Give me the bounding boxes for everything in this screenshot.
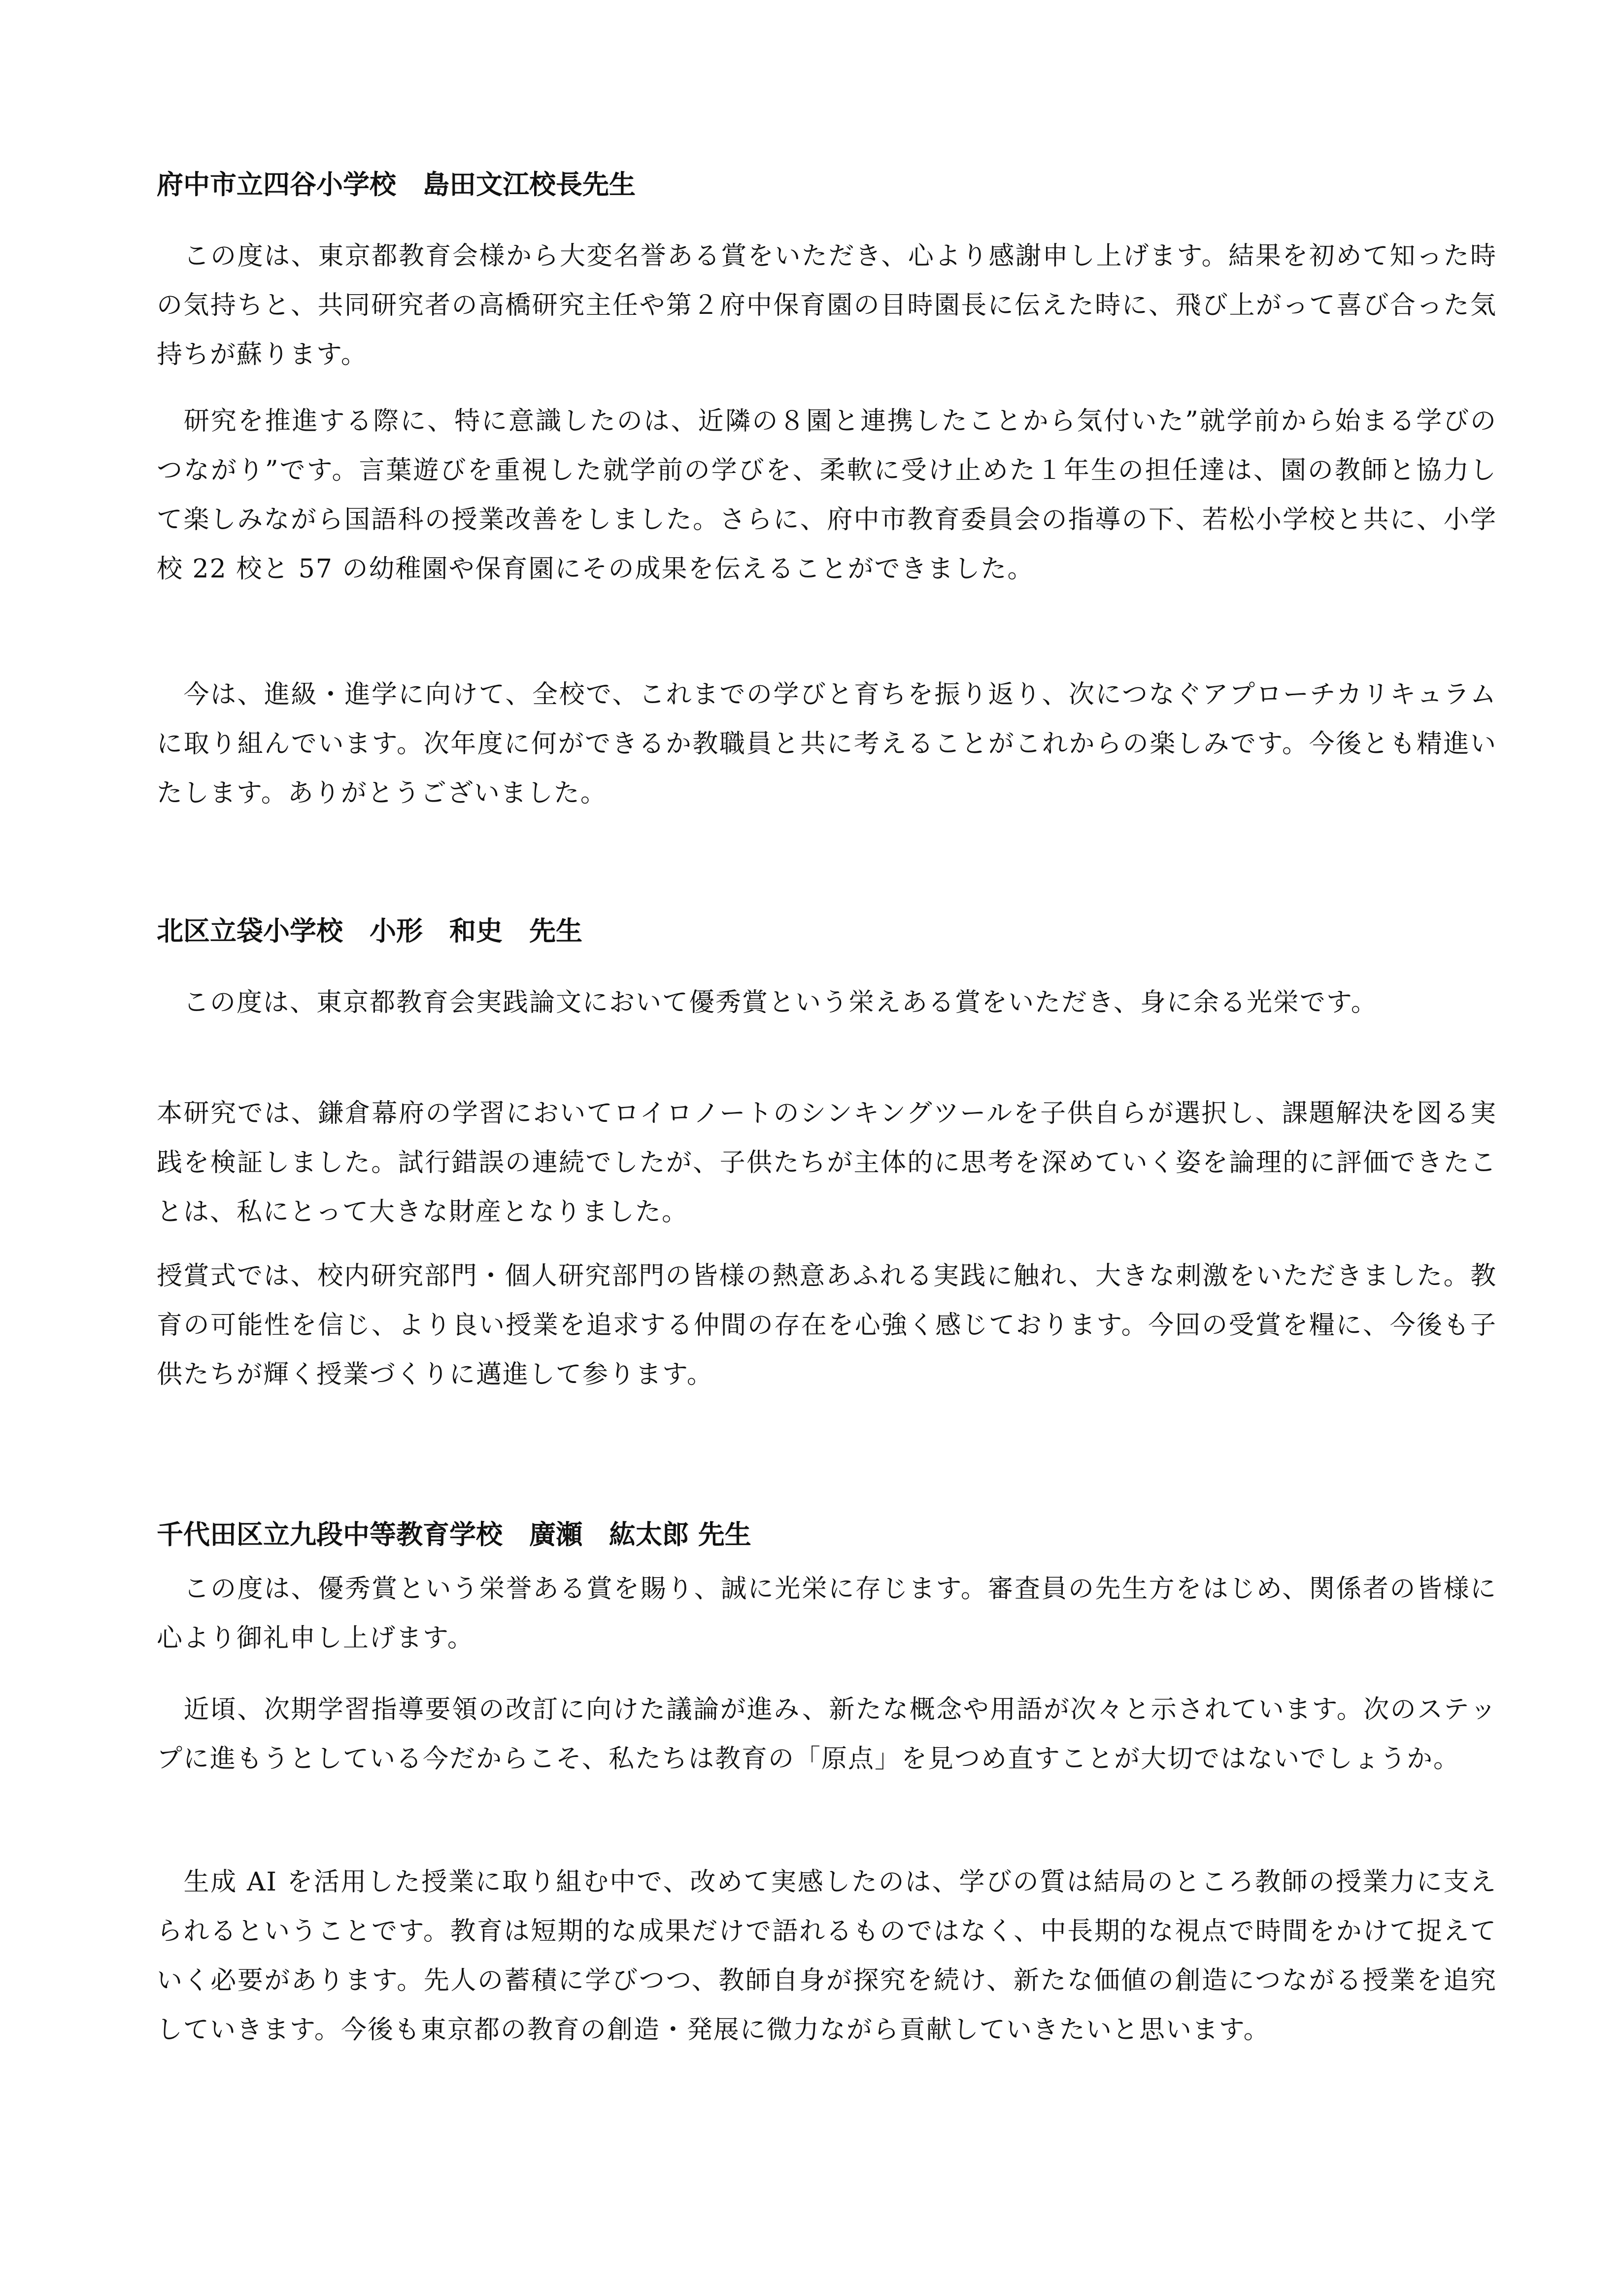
- section-heading: 北区立袋小学校 小形 和史 先生: [157, 915, 582, 946]
- section-heading: 千代田区立九段中等教育学校 廣瀬 紘太郎 先生: [157, 1519, 751, 1550]
- paragraph: 今は、進級・進学に向けて、全校で、これまでの学びと育ちを振り返り、次につなぐアプローチカリキュラムに取り組んでいます。次年度に何ができるか教職員と共に考えることがこれからの楽しみです。今後とも精進いたします。ありがとうございました。: [157, 680, 1497, 808]
- paragraph: 研究を推進する際に、特に意識したのは、近隣の８園と連携したことから気付いた”就学前から始まる学びのつながり”です。言葉遊びを重視した就学前の学びを、柔軟に受け止めた１年生の担任達は、園の教師と協力して楽しみながら国語科の授業改善をしました。さらに、府中市教育委員会の指導の下、若松小学校と共に、小学校 22 校と 57 の幼稚園や保育園にその成果を伝えることができました。: [157, 406, 1497, 584]
- paragraph: この度は、東京都教育会様から大変名誉ある賞をいただき、心より感謝申し上げます。結果を初めて知った時の気持ちと、共同研究者の高橋研究主任や第２府中保育園の目時園長に伝えた時に、飛び上がって喜び合った気持ちが蘇ります。: [157, 241, 1497, 370]
- paragraph: 本研究では、鎌倉幕府の学習においてロイロノートのシンキングツールを子供自らが選択し、課題解決を図る実践を検証しました。試行錯誤の連続でしたが、子供たちが主体的に思考を深めていく姿を論理的に評価できたことは、私にとって大きな財産となりました。: [157, 1099, 1497, 1227]
- paragraph: この度は、東京都教育会実践論文において優秀賞という栄えある賞をいただき、身に余る光栄です。: [157, 988, 1378, 1017]
- paragraph: この度は、優秀賞という栄誉ある賞を賜り、誠に光栄に存じます。審査員の先生方をはじめ、関係者の皆様に心より御礼申し上げます。: [157, 1574, 1497, 1653]
- paragraph: 生成 AI を活用した授業に取り組む中で、改めて実感したのは、学びの質は結局のところ教師の授業力に支えられるということです。教育は短期的な成果だけで語れるものではなく、中長期的な視点で時間をかけて捉えていく必要があります。先人の蓄積に学びつつ、教師自身が探究を続け、新たな価値の創造につながる授業を追究していきます。今後も東京都の教育の創造・発展に微力ながら貢献していきたいと思います。: [157, 1867, 1497, 2045]
- paragraph: 近頃、次期学習指導要領の改訂に向けた議論が進み、新たな概念や用語が次々と示されています。次のステップに進もうとしている今だからこそ、私たちは教育の「原点」を見つめ直すことが大切ではないでしょうか。: [157, 1695, 1497, 1774]
- paragraph: 授賞式では、校内研究部門・個人研究部門の皆様の熱意あふれる実践に触れ、大きな刺激をいただきました。教育の可能性を信じ、より良い授業を追求する仲間の存在を心強く感じております。今回の受賞を糧に、今後も子供たちが輝く授業づくりに邁進して参ります。: [157, 1261, 1497, 1389]
- section-heading: 府中市立四谷小学校 島田文江校長先生: [157, 169, 636, 200]
